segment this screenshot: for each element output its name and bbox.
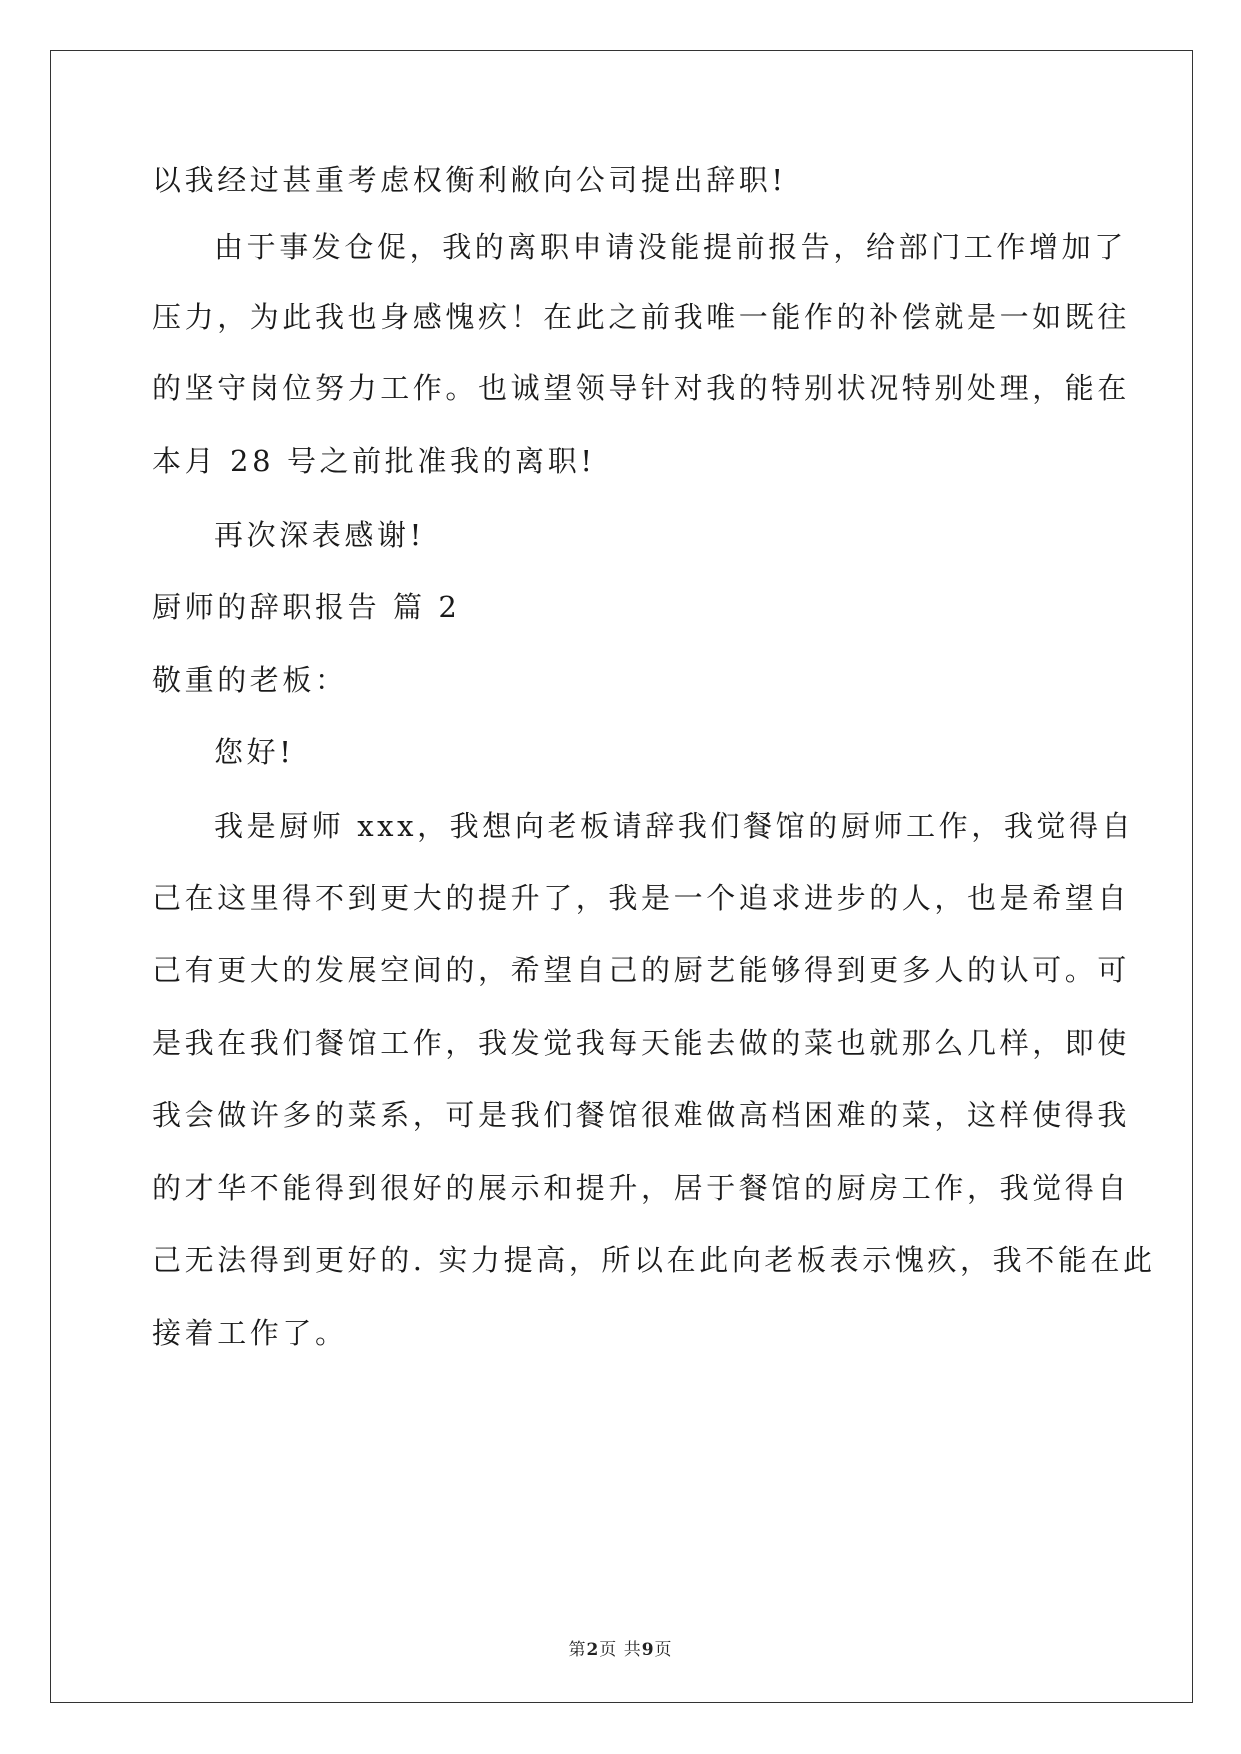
text-line: 的才华不能得到很好的展示和提升，居于餐馆的厨房工作，我觉得自 xyxy=(152,1171,1131,1205)
text-line: 以我经过甚重考虑权衡利敝向公司提出辞职! xyxy=(152,163,787,197)
page-suffix: 页 xyxy=(654,1640,673,1660)
paragraph-line: 由于事发仓促，我的离职申请没能提前报告，给部门工作增加了 xyxy=(214,230,1127,264)
text-line: 本月 28 号之前批准我的离职! xyxy=(152,444,596,478)
salutation: 敬重的老板： xyxy=(152,663,348,697)
text-line: 己无法得到更好的. 实力提高，所以在此向老板表示愧疚，我不能在此 xyxy=(152,1243,1156,1277)
text-line: 己有更大的发展空间的，希望自己的厨艺能够得到更多人的认可。可 xyxy=(152,953,1131,987)
greeting: 您好! xyxy=(214,735,295,769)
text-line: 我会做许多的菜系，可是我们餐馆很难做高档困难的菜，这样使得我 xyxy=(152,1098,1131,1132)
text-line: 压力，为此我也身感愧疚！在此之前我唯一能作的补偿就是一如既往 xyxy=(152,300,1131,334)
page-total: 9 xyxy=(641,1640,655,1660)
section-heading: 厨师的辞职报告 篇 2 xyxy=(152,590,461,624)
text-line: 是我在我们餐馆工作，我发觉我每天能去做的菜也就那么几样，即使 xyxy=(152,1026,1131,1060)
text-line: 己在这里得不到更大的提升了，我是一个追求进步的人，也是希望自 xyxy=(152,881,1131,915)
text-line: 的坚守岗位努力工作。也诚望领导针对我的特别状况特别处理，能在 xyxy=(152,371,1131,405)
page-footer xyxy=(0,1635,1241,1660)
paragraph-line: 我是厨师 xxx，我想向老板请辞我们餐馆的厨师工作，我觉得自 xyxy=(214,809,1135,843)
text-line: 接着工作了。 xyxy=(152,1316,348,1350)
page-mid: 页 共 xyxy=(599,1640,642,1660)
page-current: 2 xyxy=(586,1640,600,1660)
paragraph-line: 再次深表感谢! xyxy=(214,518,425,552)
page-prefix: 第 xyxy=(568,1640,587,1660)
